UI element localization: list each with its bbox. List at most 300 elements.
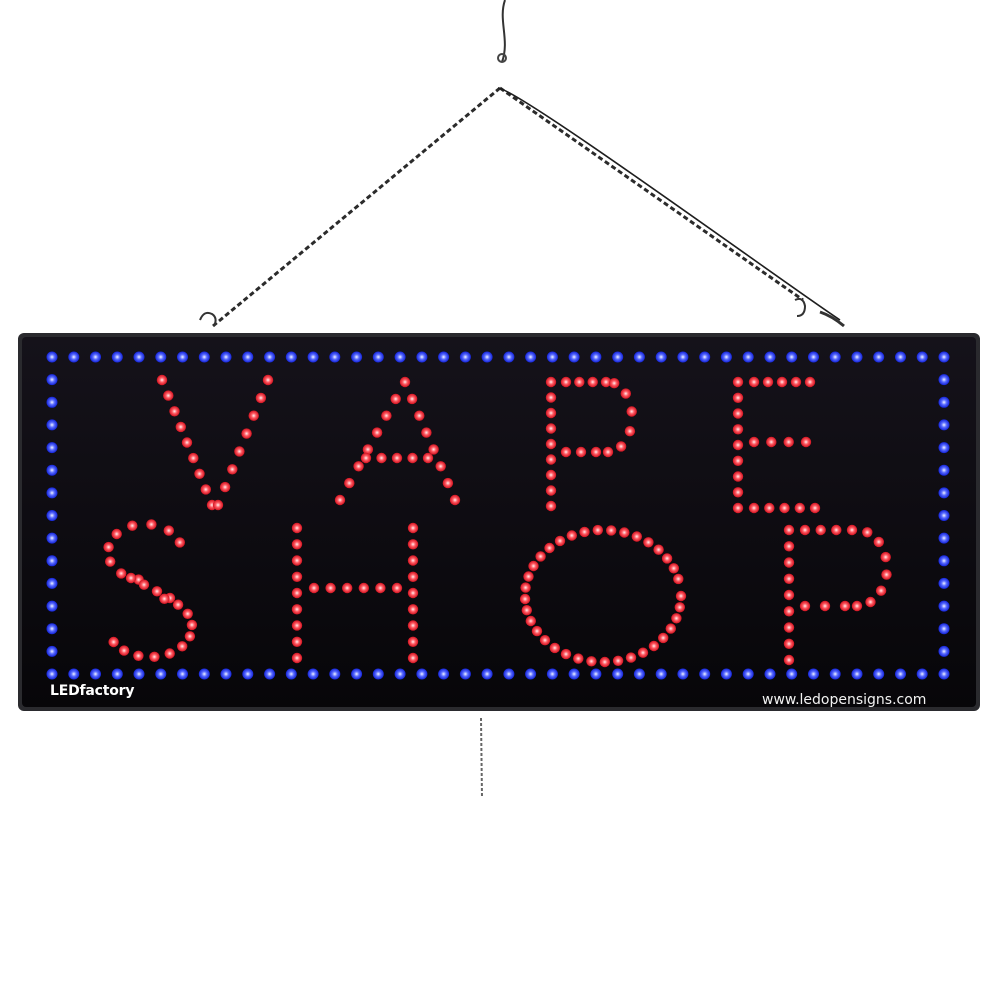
letter-a-led bbox=[391, 394, 401, 404]
letter-p2-led bbox=[852, 601, 862, 611]
letter-e-led bbox=[733, 487, 743, 497]
border-led bbox=[47, 487, 58, 498]
letter-p-led bbox=[546, 439, 556, 449]
letter-o-led bbox=[561, 649, 571, 659]
letter-a-led bbox=[400, 377, 410, 387]
letter-p-led bbox=[546, 485, 556, 495]
letter-h-led bbox=[408, 572, 418, 582]
letter-p2-led bbox=[847, 525, 857, 535]
letter-s-led bbox=[103, 542, 113, 552]
letter-p-led bbox=[609, 378, 619, 388]
letter-e-led bbox=[733, 503, 743, 513]
border-led bbox=[264, 669, 275, 680]
border-led bbox=[199, 352, 210, 363]
border-led bbox=[351, 669, 362, 680]
letter-s-led bbox=[152, 586, 162, 596]
letter-o-led bbox=[544, 543, 554, 553]
border-led bbox=[852, 669, 863, 680]
border-led bbox=[482, 352, 493, 363]
border-led bbox=[895, 669, 906, 680]
letter-a-led bbox=[414, 411, 424, 421]
letter-p2-led bbox=[865, 597, 875, 607]
letter-p-led bbox=[546, 454, 556, 464]
letter-s-led bbox=[139, 580, 149, 590]
letter-a-led bbox=[363, 444, 373, 454]
letter-p2-led bbox=[840, 601, 850, 611]
letter-s-led bbox=[105, 556, 115, 566]
border-led bbox=[677, 669, 688, 680]
border-led bbox=[852, 352, 863, 363]
border-led bbox=[917, 669, 928, 680]
letter-v-led bbox=[220, 482, 230, 492]
letter-e-led bbox=[791, 377, 801, 387]
letter-v-led bbox=[213, 500, 223, 510]
border-led bbox=[939, 623, 950, 634]
letter-s-led bbox=[126, 573, 136, 583]
border-led bbox=[155, 669, 166, 680]
border-led bbox=[47, 465, 58, 476]
letter-a-led bbox=[372, 427, 382, 437]
letter-a-led bbox=[428, 444, 438, 454]
border-led bbox=[721, 352, 732, 363]
letter-p-led bbox=[546, 423, 556, 433]
border-led bbox=[743, 352, 754, 363]
letter-e-led bbox=[810, 503, 820, 513]
border-led bbox=[308, 669, 319, 680]
letter-v-led bbox=[182, 437, 192, 447]
border-led bbox=[590, 669, 601, 680]
letter-o-led bbox=[666, 623, 676, 633]
letter-h-led bbox=[292, 572, 302, 582]
letter-p-led bbox=[561, 377, 571, 387]
border-led bbox=[939, 465, 950, 476]
letter-o-led bbox=[567, 530, 577, 540]
letter-s-led bbox=[177, 641, 187, 651]
border-led bbox=[395, 352, 406, 363]
border-led bbox=[47, 510, 58, 521]
letter-a-led bbox=[450, 495, 460, 505]
letter-p-led bbox=[627, 406, 637, 416]
letter-a-led bbox=[423, 453, 433, 463]
letter-h-led bbox=[292, 604, 302, 614]
border-led bbox=[939, 442, 950, 453]
letter-s-led bbox=[165, 648, 175, 658]
letter-p-led bbox=[546, 408, 556, 418]
border-led bbox=[373, 669, 384, 680]
letter-h-led bbox=[408, 588, 418, 598]
letter-o-led bbox=[675, 602, 685, 612]
letter-s-led bbox=[185, 631, 195, 641]
letter-p-led bbox=[625, 426, 635, 436]
letter-s-led bbox=[119, 645, 129, 655]
border-led bbox=[656, 352, 667, 363]
border-led bbox=[830, 352, 841, 363]
letter-p2-led bbox=[784, 590, 794, 600]
letter-a-led bbox=[407, 394, 417, 404]
letter-h-led bbox=[292, 620, 302, 630]
letter-p2-led bbox=[800, 601, 810, 611]
letter-v-led bbox=[227, 464, 237, 474]
letter-s-led bbox=[164, 525, 174, 535]
border-led bbox=[134, 352, 145, 363]
border-led bbox=[47, 397, 58, 408]
letter-v-led bbox=[163, 390, 173, 400]
letter-v-led bbox=[201, 484, 211, 494]
letter-v-led bbox=[249, 411, 259, 421]
letter-h-led bbox=[292, 588, 302, 598]
letter-o-led bbox=[586, 656, 596, 666]
letter-p2-led bbox=[874, 537, 884, 547]
letter-a-led bbox=[436, 461, 446, 471]
border-led bbox=[460, 669, 471, 680]
border-led bbox=[308, 352, 319, 363]
letter-o-led bbox=[579, 527, 589, 537]
letter-v-led bbox=[157, 375, 167, 385]
letter-o-led bbox=[662, 553, 672, 563]
border-led bbox=[286, 669, 297, 680]
letter-o-led bbox=[632, 531, 642, 541]
letter-p2-led bbox=[862, 527, 872, 537]
border-led bbox=[939, 510, 950, 521]
border-led bbox=[134, 669, 145, 680]
border-led bbox=[786, 352, 797, 363]
border-led bbox=[242, 352, 253, 363]
border-led bbox=[612, 669, 623, 680]
border-led bbox=[699, 352, 710, 363]
letter-p2-led bbox=[881, 552, 891, 562]
letter-a-led bbox=[392, 453, 402, 463]
letter-h-led bbox=[342, 583, 352, 593]
letter-h-led bbox=[325, 583, 335, 593]
letter-p-led bbox=[591, 447, 601, 457]
border-led bbox=[47, 578, 58, 589]
letter-o-led bbox=[676, 591, 686, 601]
letter-o-led bbox=[528, 561, 538, 571]
border-led bbox=[547, 669, 558, 680]
border-led bbox=[569, 352, 580, 363]
letter-e-led bbox=[733, 440, 743, 450]
border-led bbox=[612, 352, 623, 363]
border-led bbox=[830, 669, 841, 680]
border-led bbox=[112, 669, 123, 680]
border-led bbox=[438, 669, 449, 680]
letter-o-led bbox=[649, 641, 659, 651]
letter-h-led bbox=[359, 583, 369, 593]
letter-h-led bbox=[292, 555, 302, 565]
letter-a-led bbox=[443, 478, 453, 488]
border-led bbox=[68, 352, 79, 363]
border-led bbox=[90, 669, 101, 680]
letter-o-led bbox=[593, 525, 603, 535]
border-led bbox=[590, 352, 601, 363]
border-led bbox=[765, 352, 776, 363]
border-led bbox=[47, 601, 58, 612]
border-led bbox=[112, 352, 123, 363]
border-led bbox=[634, 669, 645, 680]
brand-logo-text: LEDfactory bbox=[50, 683, 135, 699]
letter-o-led bbox=[626, 652, 636, 662]
ledfactory-logo bbox=[50, 683, 134, 699]
border-led bbox=[939, 533, 950, 544]
letter-e-led bbox=[766, 437, 776, 447]
border-led bbox=[873, 669, 884, 680]
border-led bbox=[351, 352, 362, 363]
border-led bbox=[438, 352, 449, 363]
letter-e-led bbox=[764, 503, 774, 513]
border-led bbox=[395, 669, 406, 680]
letter-e-led bbox=[777, 377, 787, 387]
letter-s-led bbox=[187, 620, 197, 630]
letter-h-led bbox=[408, 555, 418, 565]
border-led bbox=[656, 669, 667, 680]
border-led bbox=[525, 352, 536, 363]
border-led bbox=[47, 646, 58, 657]
border-led bbox=[721, 669, 732, 680]
border-led bbox=[525, 669, 536, 680]
letter-s-led bbox=[175, 537, 185, 547]
letter-o-led bbox=[600, 657, 610, 667]
letter-s-led bbox=[133, 651, 143, 661]
border-led bbox=[939, 669, 950, 680]
letter-p-led bbox=[616, 441, 626, 451]
letter-p2-led bbox=[816, 525, 826, 535]
letter-p-led bbox=[576, 447, 586, 457]
border-led bbox=[939, 646, 950, 657]
letter-a-led bbox=[353, 461, 363, 471]
letter-p2-led bbox=[784, 606, 794, 616]
border-led bbox=[939, 601, 950, 612]
letter-o-led bbox=[606, 525, 616, 535]
letter-e-led bbox=[733, 471, 743, 481]
letter-s-led bbox=[173, 600, 183, 610]
letter-a-led bbox=[407, 453, 417, 463]
letter-h-led bbox=[375, 583, 385, 593]
border-led bbox=[329, 669, 340, 680]
border-led bbox=[808, 352, 819, 363]
border-led bbox=[416, 352, 427, 363]
letter-e-led bbox=[733, 377, 743, 387]
border-led bbox=[699, 669, 710, 680]
letter-e-led bbox=[733, 456, 743, 466]
letter-e-led bbox=[749, 503, 759, 513]
border-led bbox=[416, 669, 427, 680]
border-led bbox=[765, 669, 776, 680]
border-led bbox=[547, 352, 558, 363]
letter-p2-led bbox=[881, 569, 891, 579]
letter-p-led bbox=[574, 377, 584, 387]
letter-o-led bbox=[619, 527, 629, 537]
letter-p2-led bbox=[784, 541, 794, 551]
letter-h-led bbox=[408, 653, 418, 663]
border-led bbox=[939, 352, 950, 363]
letter-a-led bbox=[381, 411, 391, 421]
letter-o-led bbox=[671, 613, 681, 623]
letter-o-led bbox=[673, 574, 683, 584]
border-led bbox=[634, 352, 645, 363]
border-led bbox=[939, 374, 950, 385]
letter-o-led bbox=[550, 643, 560, 653]
letter-e-led bbox=[779, 503, 789, 513]
website-url: www.ledopensigns.com bbox=[762, 692, 927, 708]
border-led bbox=[47, 352, 58, 363]
letter-v-led bbox=[188, 453, 198, 463]
border-led bbox=[47, 374, 58, 385]
letter-h-led bbox=[392, 583, 402, 593]
border-led bbox=[329, 352, 340, 363]
letter-v-led bbox=[194, 469, 204, 479]
letter-o-led bbox=[613, 656, 623, 666]
letter-p-led bbox=[603, 447, 613, 457]
letter-s-led bbox=[146, 519, 156, 529]
border-led bbox=[199, 669, 210, 680]
letter-o-led bbox=[643, 537, 653, 547]
letter-e-led bbox=[763, 377, 773, 387]
letter-o-led bbox=[520, 582, 530, 592]
letter-p2-led bbox=[820, 601, 830, 611]
letter-h-led bbox=[408, 604, 418, 614]
letter-h-led bbox=[292, 653, 302, 663]
pull-chain-icon bbox=[481, 718, 482, 798]
letter-p-led bbox=[588, 377, 598, 387]
letter-o-led bbox=[526, 616, 536, 626]
letter-p2-led bbox=[800, 525, 810, 535]
letter-e-led bbox=[784, 437, 794, 447]
border-led bbox=[47, 623, 58, 634]
letter-e-led bbox=[733, 393, 743, 403]
letter-a-led bbox=[361, 453, 371, 463]
border-led bbox=[242, 669, 253, 680]
letter-p2-led bbox=[784, 655, 794, 665]
border-led bbox=[460, 352, 471, 363]
letter-h-led bbox=[408, 637, 418, 647]
letter-e-led bbox=[805, 377, 815, 387]
letter-s-led bbox=[112, 529, 122, 539]
border-led bbox=[90, 352, 101, 363]
letter-h-led bbox=[408, 620, 418, 630]
border-led bbox=[482, 669, 493, 680]
border-led bbox=[939, 419, 950, 430]
letter-v-led bbox=[263, 375, 273, 385]
letter-p2-led bbox=[876, 586, 886, 596]
border-led bbox=[286, 352, 297, 363]
border-led bbox=[503, 669, 514, 680]
letter-v-led bbox=[176, 422, 186, 432]
letter-e-led bbox=[733, 408, 743, 418]
border-led bbox=[939, 555, 950, 566]
letter-o-led bbox=[555, 536, 565, 546]
letter-s-led bbox=[116, 568, 126, 578]
letter-o-led bbox=[540, 635, 550, 645]
letter-o-led bbox=[532, 626, 542, 636]
letter-e-led bbox=[801, 437, 811, 447]
letter-s-led bbox=[127, 521, 137, 531]
letter-p-led bbox=[546, 470, 556, 480]
letter-s-led bbox=[159, 594, 169, 604]
letter-p2-led bbox=[784, 639, 794, 649]
letter-e-led bbox=[795, 503, 805, 513]
letter-h-led bbox=[408, 523, 418, 533]
letter-s-led bbox=[183, 609, 193, 619]
border-led bbox=[808, 669, 819, 680]
letter-h-led bbox=[309, 583, 319, 593]
letter-p-led bbox=[621, 388, 631, 398]
letter-e-led bbox=[733, 424, 743, 434]
letter-v-led bbox=[241, 428, 251, 438]
border-led bbox=[221, 669, 232, 680]
border-led bbox=[895, 352, 906, 363]
border-led bbox=[939, 578, 950, 589]
border-led bbox=[264, 352, 275, 363]
letter-p2-led bbox=[784, 525, 794, 535]
letter-a-led bbox=[421, 427, 431, 437]
border-led bbox=[503, 352, 514, 363]
letter-a-led bbox=[335, 495, 345, 505]
letter-p2-led bbox=[784, 574, 794, 584]
letter-p-led bbox=[546, 501, 556, 511]
letter-p2-led bbox=[784, 622, 794, 632]
border-led bbox=[873, 352, 884, 363]
letter-o-led bbox=[535, 551, 545, 561]
letter-a-led bbox=[376, 453, 386, 463]
letter-h-led bbox=[408, 539, 418, 549]
letter-p-led bbox=[546, 392, 556, 402]
letter-p-led bbox=[561, 447, 571, 457]
letter-o-led bbox=[638, 648, 648, 658]
border-led bbox=[47, 555, 58, 566]
letter-e-led bbox=[749, 437, 759, 447]
border-led bbox=[68, 669, 79, 680]
border-led bbox=[155, 352, 166, 363]
letter-s-led bbox=[149, 652, 159, 662]
border-led bbox=[939, 397, 950, 408]
letter-h-led bbox=[292, 523, 302, 533]
border-led bbox=[47, 533, 58, 544]
letter-o-led bbox=[669, 563, 679, 573]
border-led bbox=[786, 669, 797, 680]
border-led bbox=[917, 352, 928, 363]
border-led bbox=[47, 419, 58, 430]
letter-h-led bbox=[292, 637, 302, 647]
border-led bbox=[743, 669, 754, 680]
border-led bbox=[177, 352, 188, 363]
letter-o-led bbox=[573, 653, 583, 663]
border-led bbox=[177, 669, 188, 680]
hanging-chain-icon bbox=[200, 0, 844, 326]
border-led bbox=[677, 352, 688, 363]
letter-p2-led bbox=[784, 557, 794, 567]
letter-s-led bbox=[108, 637, 118, 647]
letter-o-led bbox=[522, 605, 532, 615]
letter-p-led bbox=[546, 377, 556, 387]
border-led bbox=[373, 352, 384, 363]
border-led bbox=[569, 669, 580, 680]
letter-p2-led bbox=[831, 525, 841, 535]
border-led bbox=[47, 669, 58, 680]
letter-o-led bbox=[520, 594, 530, 604]
letter-e-led bbox=[749, 377, 759, 387]
letter-o-led bbox=[658, 633, 668, 643]
letter-v-led bbox=[234, 446, 244, 456]
letter-v-led bbox=[169, 406, 179, 416]
letter-v-led bbox=[256, 393, 266, 403]
letter-a-led bbox=[344, 478, 354, 488]
letter-o-led bbox=[653, 545, 663, 555]
letter-h-led bbox=[292, 539, 302, 549]
letter-o-led bbox=[523, 571, 533, 581]
border-led bbox=[939, 487, 950, 498]
border-led bbox=[47, 442, 58, 453]
border-led bbox=[221, 352, 232, 363]
